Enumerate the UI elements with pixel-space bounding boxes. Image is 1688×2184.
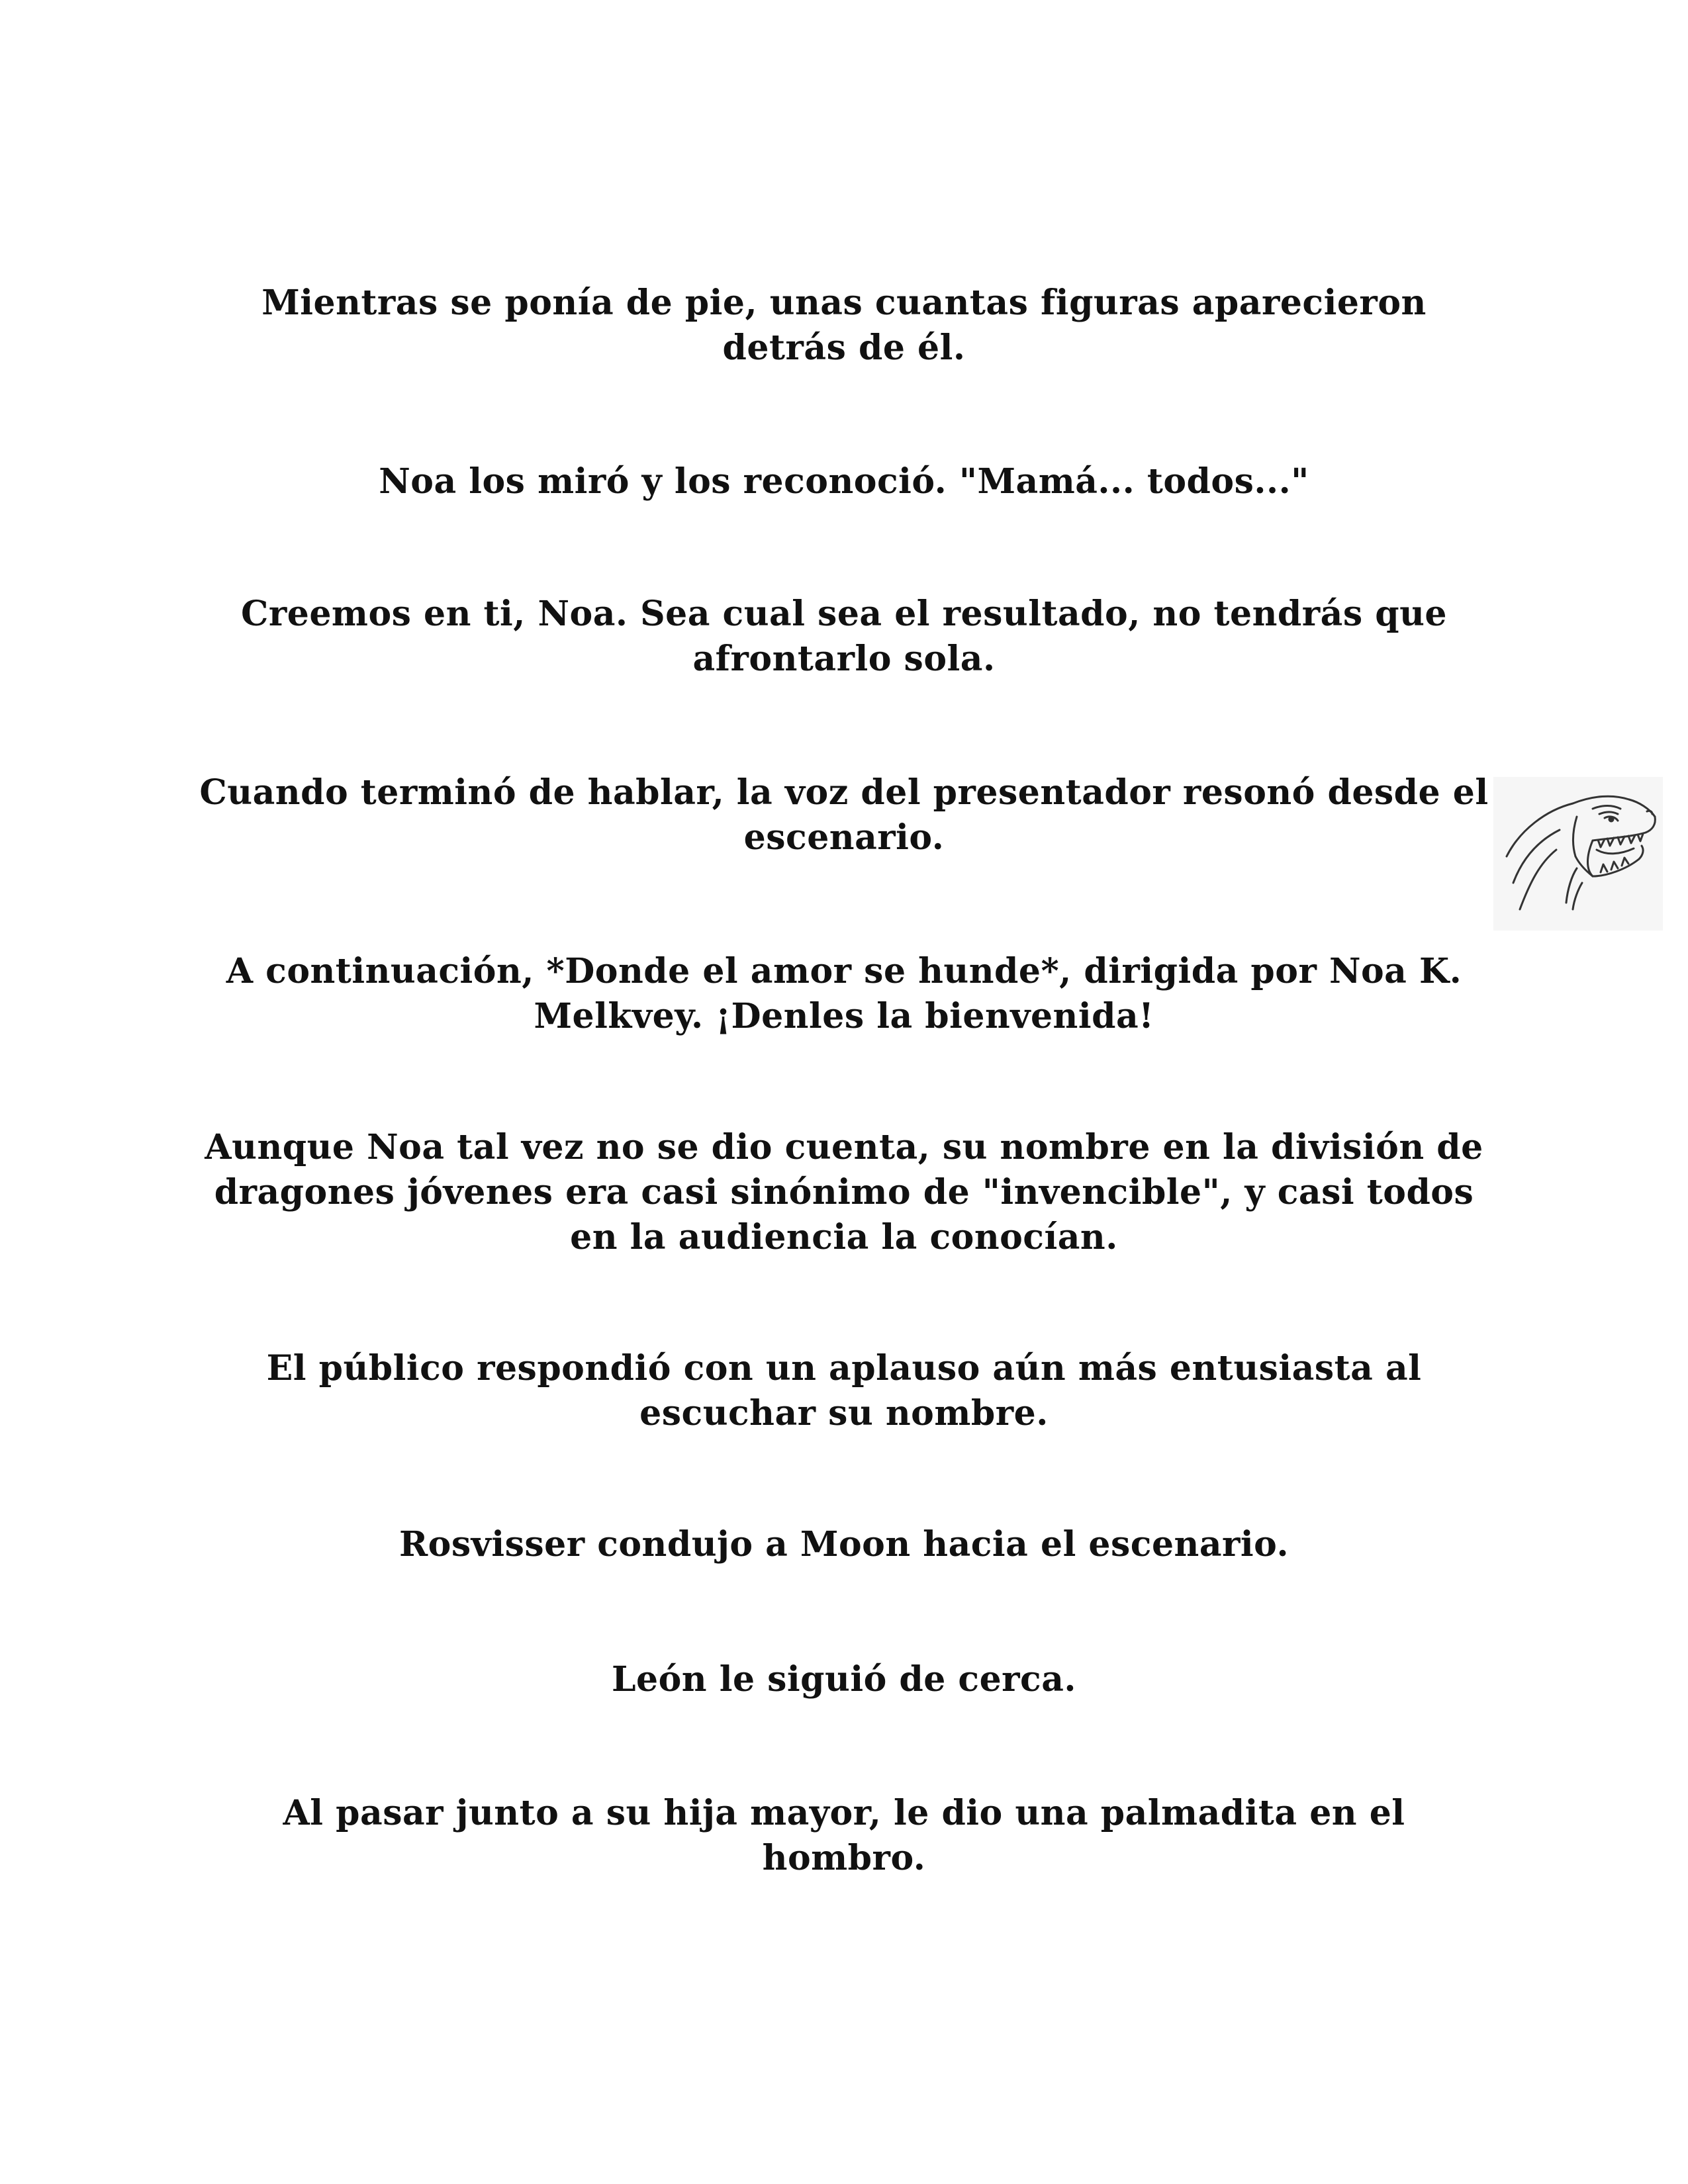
dragon-head-icon [1493,777,1663,931]
paragraph-1: Mientras se ponía de pie, unas cuantas figuras aparecieron detrás de él. [261,283,1427,368]
paragraph-9: León le siguió de cerca. [611,1659,1077,1700]
paragraph-2: Noa los miró y los reconoció. "Mamá... todos..." [379,461,1309,502]
paragraph-10: Al pasar junto a su hija mayor, le dio una palmadita en el hombro. [283,1793,1405,1878]
paragraph-6: Aunque Noa tal vez no se dio cuenta, su nombre en la división de dragones jóvenes era casi sinónimo de "invencible", y casi todos en la audiencia la conocían. [205,1127,1483,1257]
paragraph-3: Creemos en ti, Noa. Sea cual sea el resultado, no tendrás que afrontarlo sola. [240,594,1448,679]
paragraph-5: A continuación, *Donde el amor se hunde*, dirigida por Noa K. Melkvey. ¡Denles la bienvenida! [226,951,1462,1036]
paragraph-7: El público respondió con un aplauso aún más entusiasta al escuchar su nombre. [266,1348,1422,1433]
paragraph-4: Cuando terminó de hablar, la voz del presentador resonó desde el escenario. [199,772,1489,858]
paragraph-8: Rosvisser condujo a Moon hacia el escenario. [399,1524,1289,1565]
